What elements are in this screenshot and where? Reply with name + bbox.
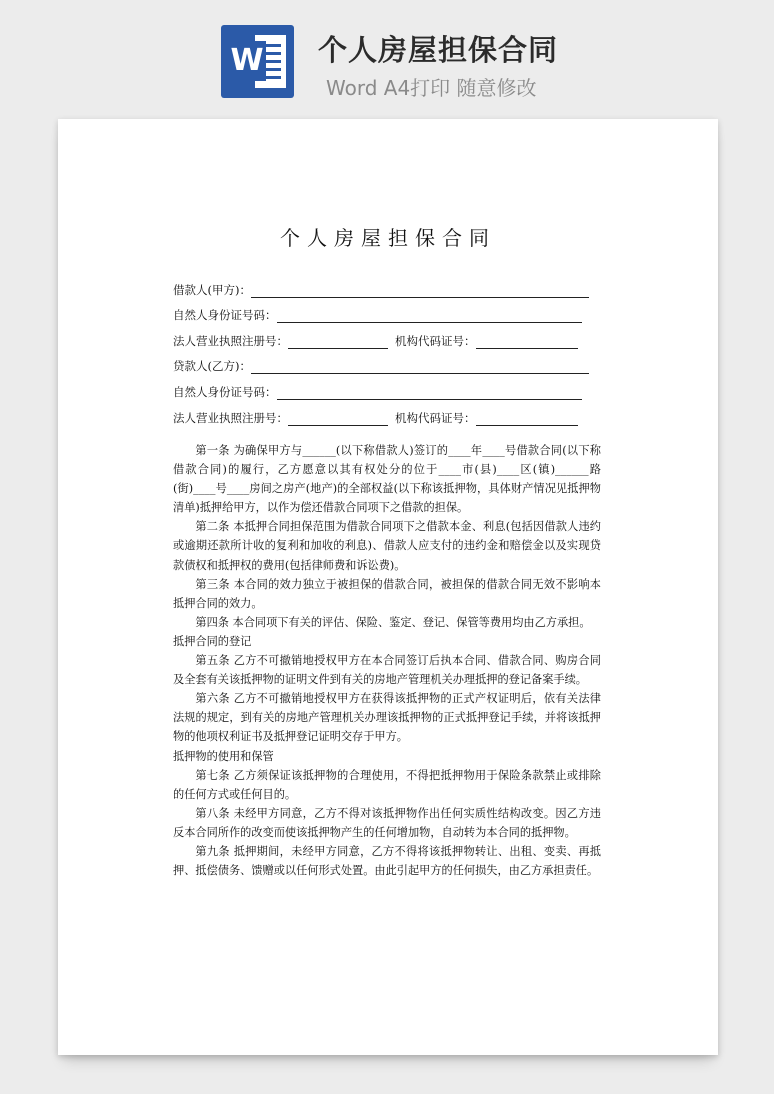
section-heading-registration: 抵押合同的登记 — [173, 634, 252, 648]
article-7: 第七条 乙方须保证该抵押物的合理使用，不得把抵押物用于保险条款禁止或排除的任何方式或任何目的。 — [173, 768, 601, 801]
borrower-org-code-blank[interactable] — [476, 335, 578, 349]
lender-blank[interactable] — [251, 360, 589, 374]
document-title: 个人房屋担保合同 — [280, 226, 496, 250]
lender-license-blank[interactable] — [288, 412, 388, 426]
party-info-form — [173, 272, 593, 426]
contract-body — [173, 441, 601, 880]
lender-license-label: 法人营业执照注册号： — [173, 410, 288, 425]
article-4: 第四条 本合同项下有关的评估、保险、鉴定、登记、保管等费用均由乙方承担。 — [195, 615, 591, 629]
form-row-lender-id — [173, 374, 593, 400]
lender-org-code-label: 机构代码证号： — [395, 410, 476, 425]
borrower-blank[interactable] — [251, 284, 589, 298]
page-header — [0, 0, 774, 110]
form-row-lender-license — [173, 400, 593, 426]
section-heading-usage: 抵押物的使用和保管 — [173, 749, 274, 763]
article-9: 第九条 抵押期间，未经甲方同意，乙方不得将该抵押物转让、出租、变卖、再抵押、抵偿债务、馈赠或以任何形式处置。由此引起甲方的任何损失，由乙方承担责任。 — [173, 844, 601, 878]
document-page — [58, 119, 718, 1055]
article-5: 第五条 乙方不可撤销地授权甲方在本合同签订后执本合同、借款合同、购房合同及全套有关该抵押物的证明文件到有关的房地产管理机关办理抵押的登记备案手续。 — [173, 654, 601, 687]
form-row-borrower-id — [173, 298, 593, 324]
borrower-label: 借款人(甲方)： — [173, 282, 251, 297]
header-title: 个人房屋担保合同 — [318, 33, 559, 67]
borrower-org-code-label: 机构代码证号： — [395, 333, 476, 348]
article-3: 第三条 本合同的效力独立于被担保的借款合同，被担保的借款合同无效不影响本抵押合同的效力。 — [173, 577, 601, 610]
form-row-borrower — [173, 272, 593, 298]
borrower-license-blank[interactable] — [288, 335, 388, 349]
header-subtitle: Word A4打印 随意修改 — [326, 76, 537, 100]
lender-org-code-blank[interactable] — [476, 412, 578, 426]
article-2: 第二条 本抵押合同担保范围为借款合同项下之借款本金、利息(包括因借款人违约或逾期还款所计收的复利和加收的利息)、借款人应支付的违约金和赔偿金以及实现贷款债权和抵押权的费用(包括律师费和诉讼费)。 — [173, 520, 601, 572]
lender-label: 贷款人(乙方)： — [173, 359, 251, 374]
form-row-borrower-license — [173, 323, 593, 349]
form-row-lender — [173, 349, 593, 375]
lender-id-blank[interactable] — [277, 386, 582, 400]
borrower-license-label: 法人营业执照注册号： — [173, 333, 288, 348]
article-1: 第一条 为确保甲方与______(以下称借款人)签订的____年____号借款合同(以下称借款合同)的履行，乙方愿意以其有权处分的位于____市(县)____区(镇)______路(街)____号____房间之房产(地产)的全部权益(以下称该抵押物，具体财产情况见抵押物清单)抵押给甲方，以作为偿还借款合同项下之借款的担保。 — [173, 444, 601, 515]
borrower-id-blank[interactable] — [277, 309, 582, 323]
word-icon — [221, 25, 294, 98]
article-8: 第八条 未经甲方同意，乙方不得对该抵押物作出任何实质性结构改变。因乙方违反本合同所作的改变而使该抵押物产生的任何增加物，自动转为本合同的抵押物。 — [173, 806, 601, 839]
lender-id-label: 自然人身份证号码： — [173, 384, 277, 399]
article-6: 第六条 乙方不可撤销地授权甲方在获得该抵押物的正式产权证明后，依有关法律法规的规定，到有关的房地产管理机关办理该抵押物的正式抵押登记手续，并将该抵押物的他项权利证书及抵押登记证明交存于甲方。 — [173, 692, 601, 744]
word-icon-letter: W — [228, 41, 266, 81]
borrower-id-label: 自然人身份证号码： — [173, 308, 277, 323]
